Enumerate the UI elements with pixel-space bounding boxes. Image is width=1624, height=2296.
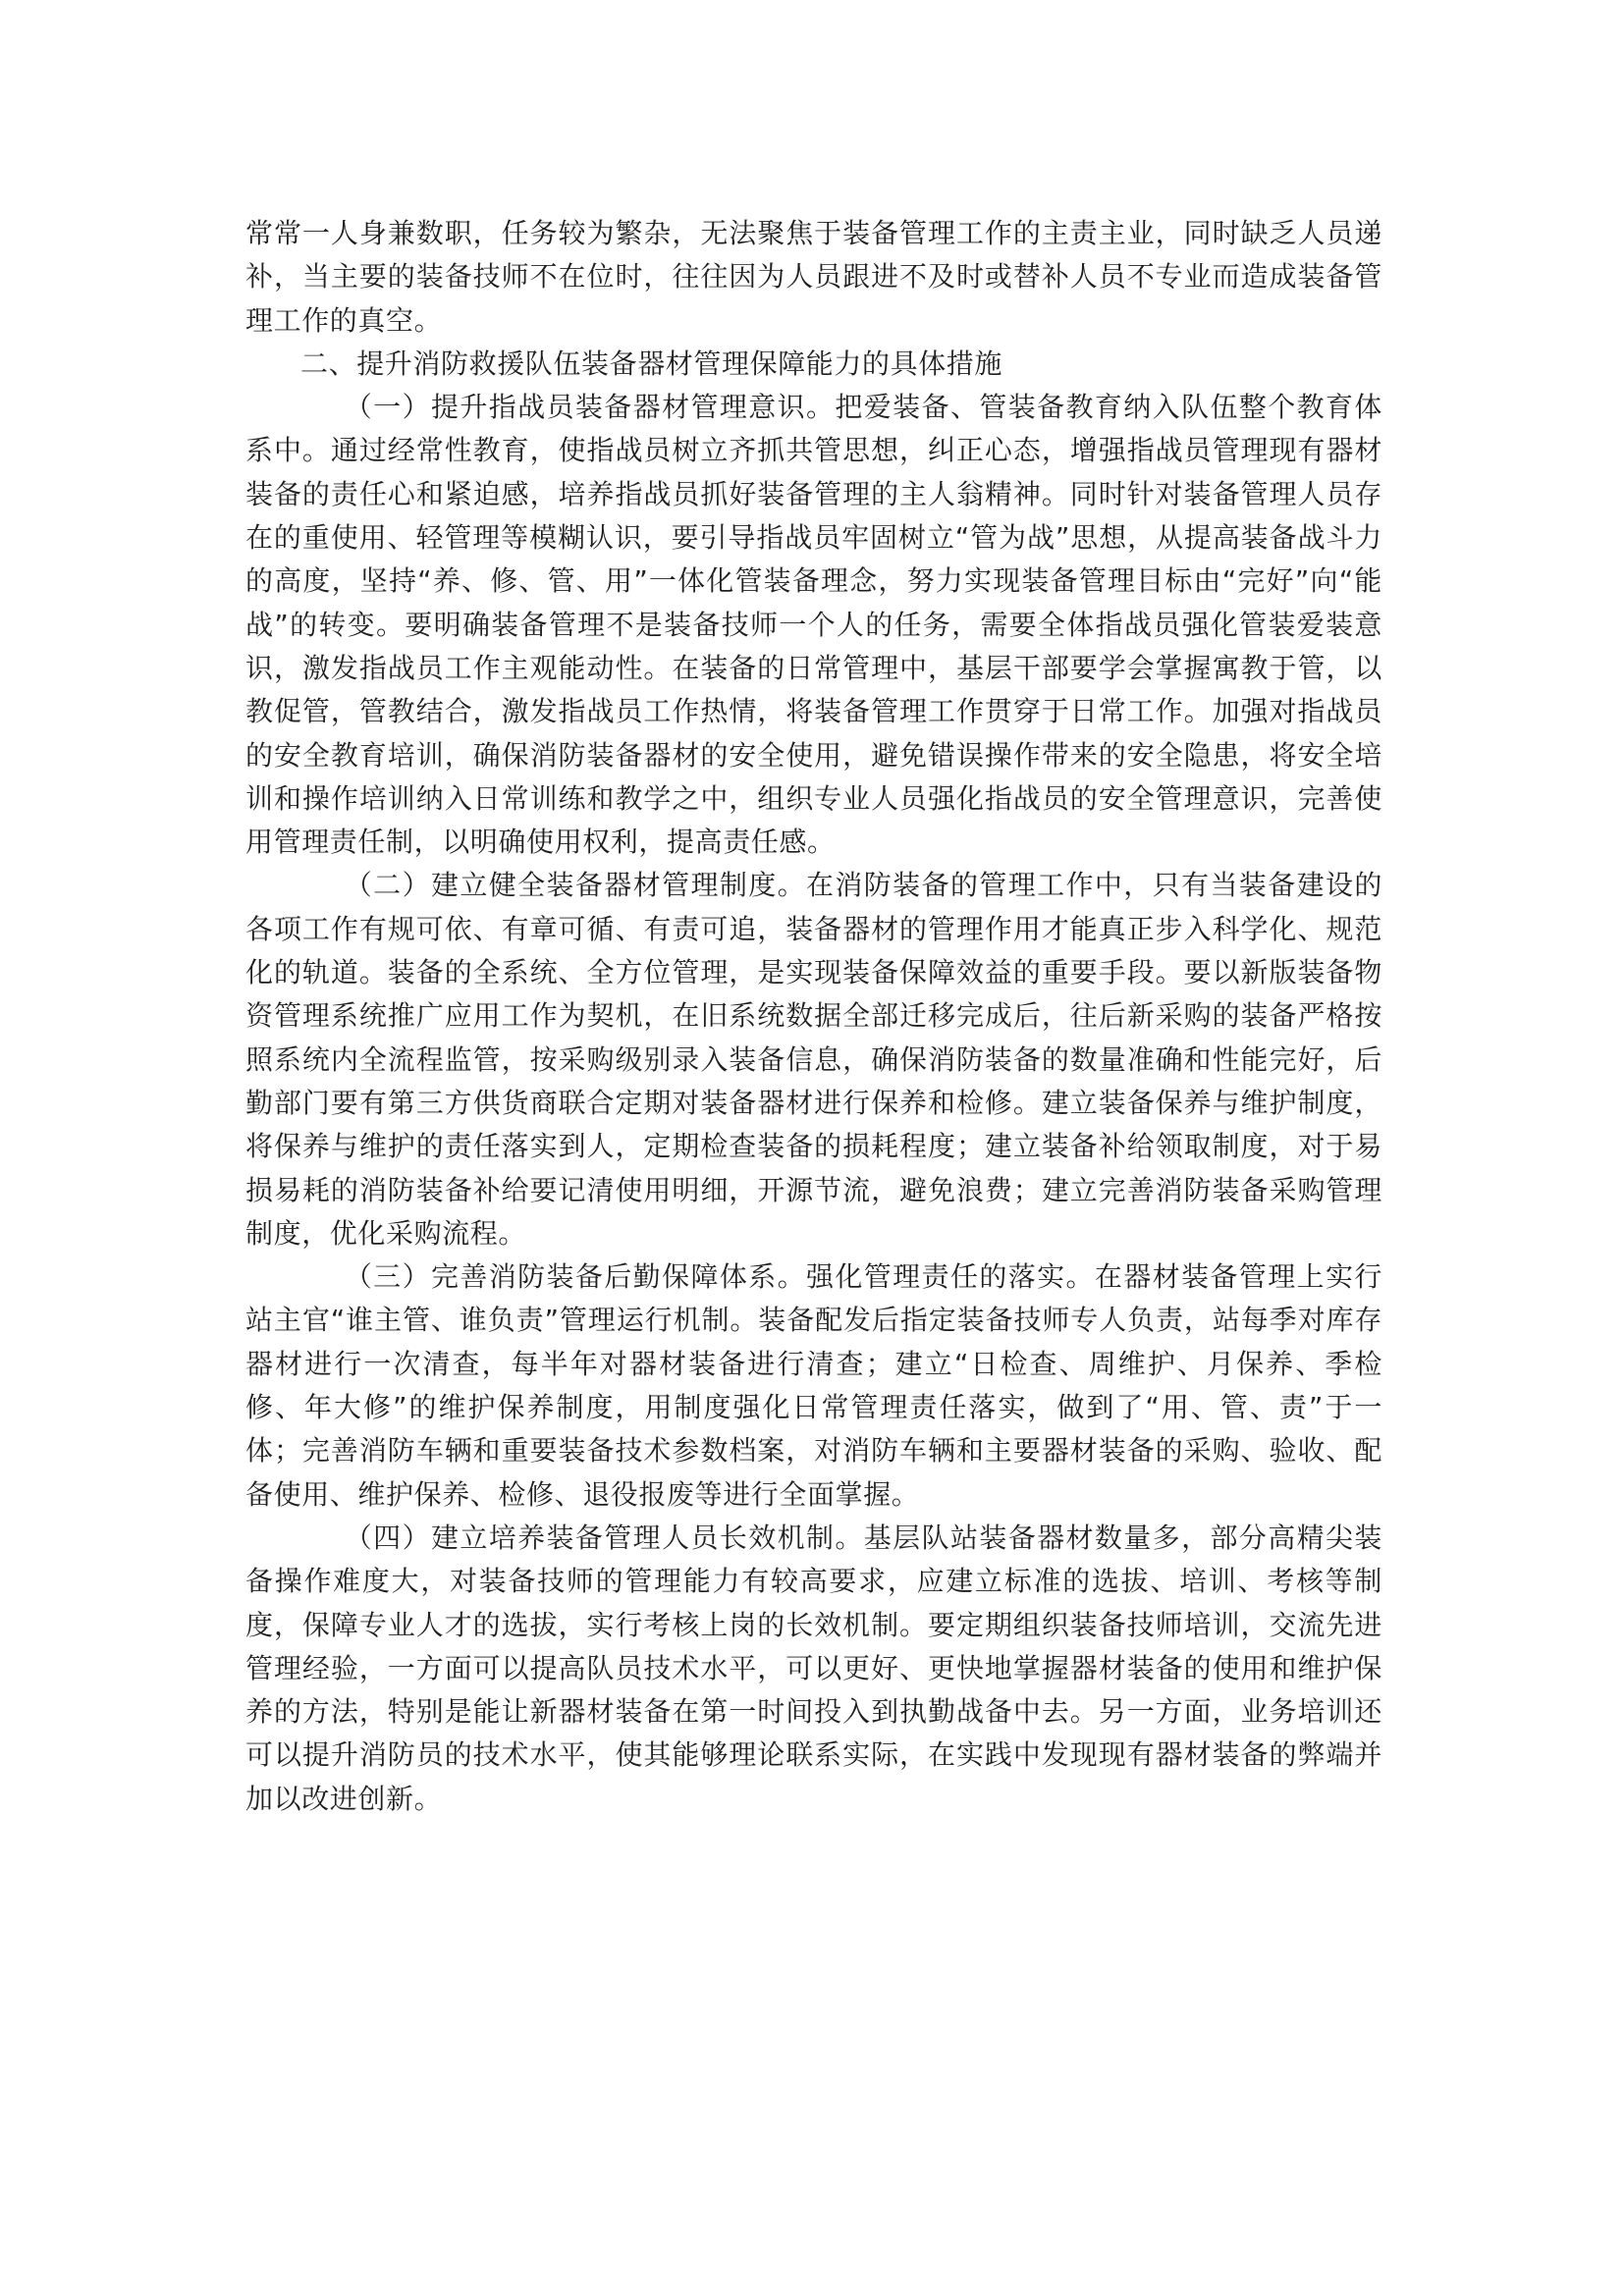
paragraph-measure-1: （一）提升指战员装备器材管理意识。把爱装备、管装备教育纳入队伍整个教育体系中。通过经常性教育，使指战员树立齐抓共管思想，纠正心态，增强指战员管理现有器材装备的责任心和紧迫感，培养指战员抓好装备管理的主人翁精神。同时针对装备管理人员存在的重使用、轻管理等模糊认识，要引导指战员牢固树立“管为战”思想，从提高装备战斗力的高度，坚持“养、修、管、用”一体化管装备理念，努力实现装备管理目标由“完好”向“能战”的转变。要明确装备管理不是装备技师一个人的任务，需要全体指战员强化管装爱装意识，激发指战员工作主观能动性。在装备的日常管理中，基层干部要学会掌握寓教于管，以教促管，管教结合，激发指战员工作热情，将装备管理工作贯穿于日常工作。加强对指战员的安全教育培训，确保消防装备器材的安全使用，避免错误操作带来的安全隐患，将安全培训和操作培训纳入日常训练和教学之中，组织专业人员强化指战员的安全管理意识，完善使用管理责任制，以明确使用权利，提高责任感。: [245, 391, 1382, 859]
document-body: [245, 212, 1382, 1821]
paragraph-measure-3: （三）完善消防装备后勤保障体系。强化管理责任的落实。在器材装备管理上实行站主官“谁主管、谁负责”管理运行机制。装备配发后指定装备技师专人负责，站每季对库存器材进行一次清查，每半年对器材装备进行清查；建立“日检查、周维护、月保养、季检修、年大修”的维护保养制度，用制度强化日常管理责任落实，做到了“用、管、责”于一体；完善消防车辆和重要装备技术参数档案，对消防车辆和主要器材装备的采购、验收、配备使用、维护保养、检修、退役报废等进行全面掌握。: [245, 1260, 1382, 1511]
paragraph-measure-4: （四）建立培养装备管理人员长效机制。基层队站装备器材数量多，部分高精尖装备操作难度大，对装备技师的管理能力有较高要求，应建立标准的选拔、培训、考核等制度，保障专业人才的选拔，实行考核上岗的长效机制。要定期组织装备技师培训，交流先进管理经验，一方面可以提高队员技术水平，可以更好、更快地掌握器材装备的使用和维护保养的方法，特别是能让新器材装备在第一时间投入到执勤战备中去。另一方面，业务培训还可以提升消防员的技术水平，使其能够理论联系实际，在实践中发现现有器材装备的弊端并加以改进创新。: [245, 1521, 1382, 1815]
paragraph-continuation: 常常一人身兼数职，任务较为繁杂，无法聚焦于装备管理工作的主责主业，同时缺乏人员递补，当主要的装备技师不在位时，往往因为人员跟进不及时或替补人员不专业而造成装备管理工作的真空。: [245, 217, 1382, 337]
paragraph-measure-2: （二）建立健全装备器材管理制度。在消防装备的管理工作中，只有当装备建设的各项工作有规可依、有章可循、有责可追，装备器材的管理作用才能真正步入科学化、规范化的轨道。装备的全系统、全方位管理，是实现装备保障效益的重要手段。要以新版装备物资管理系统推广应用工作为契机，在旧系统数据全部迁移完成后，往后新采购的装备严格按照系统内全流程监管，按采购级别录入装备信息，确保消防装备的数量准确和性能完好，后勤部门要有第三方供货商联合定期对装备器材进行保养和检修。建立装备保养与维护制度，将保养与维护的责任落实到人，定期检查装备的损耗程度；建立装备补给领取制度，对于易损易耗的消防装备补给要记清使用明细，开源节流，避免浪费；建立完善消防装备采购管理制度，优化采购流程。: [245, 869, 1382, 1250]
section-heading: 二、提升消防救援队伍装备器材管理保障能力的具体措施: [300, 347, 1003, 380]
